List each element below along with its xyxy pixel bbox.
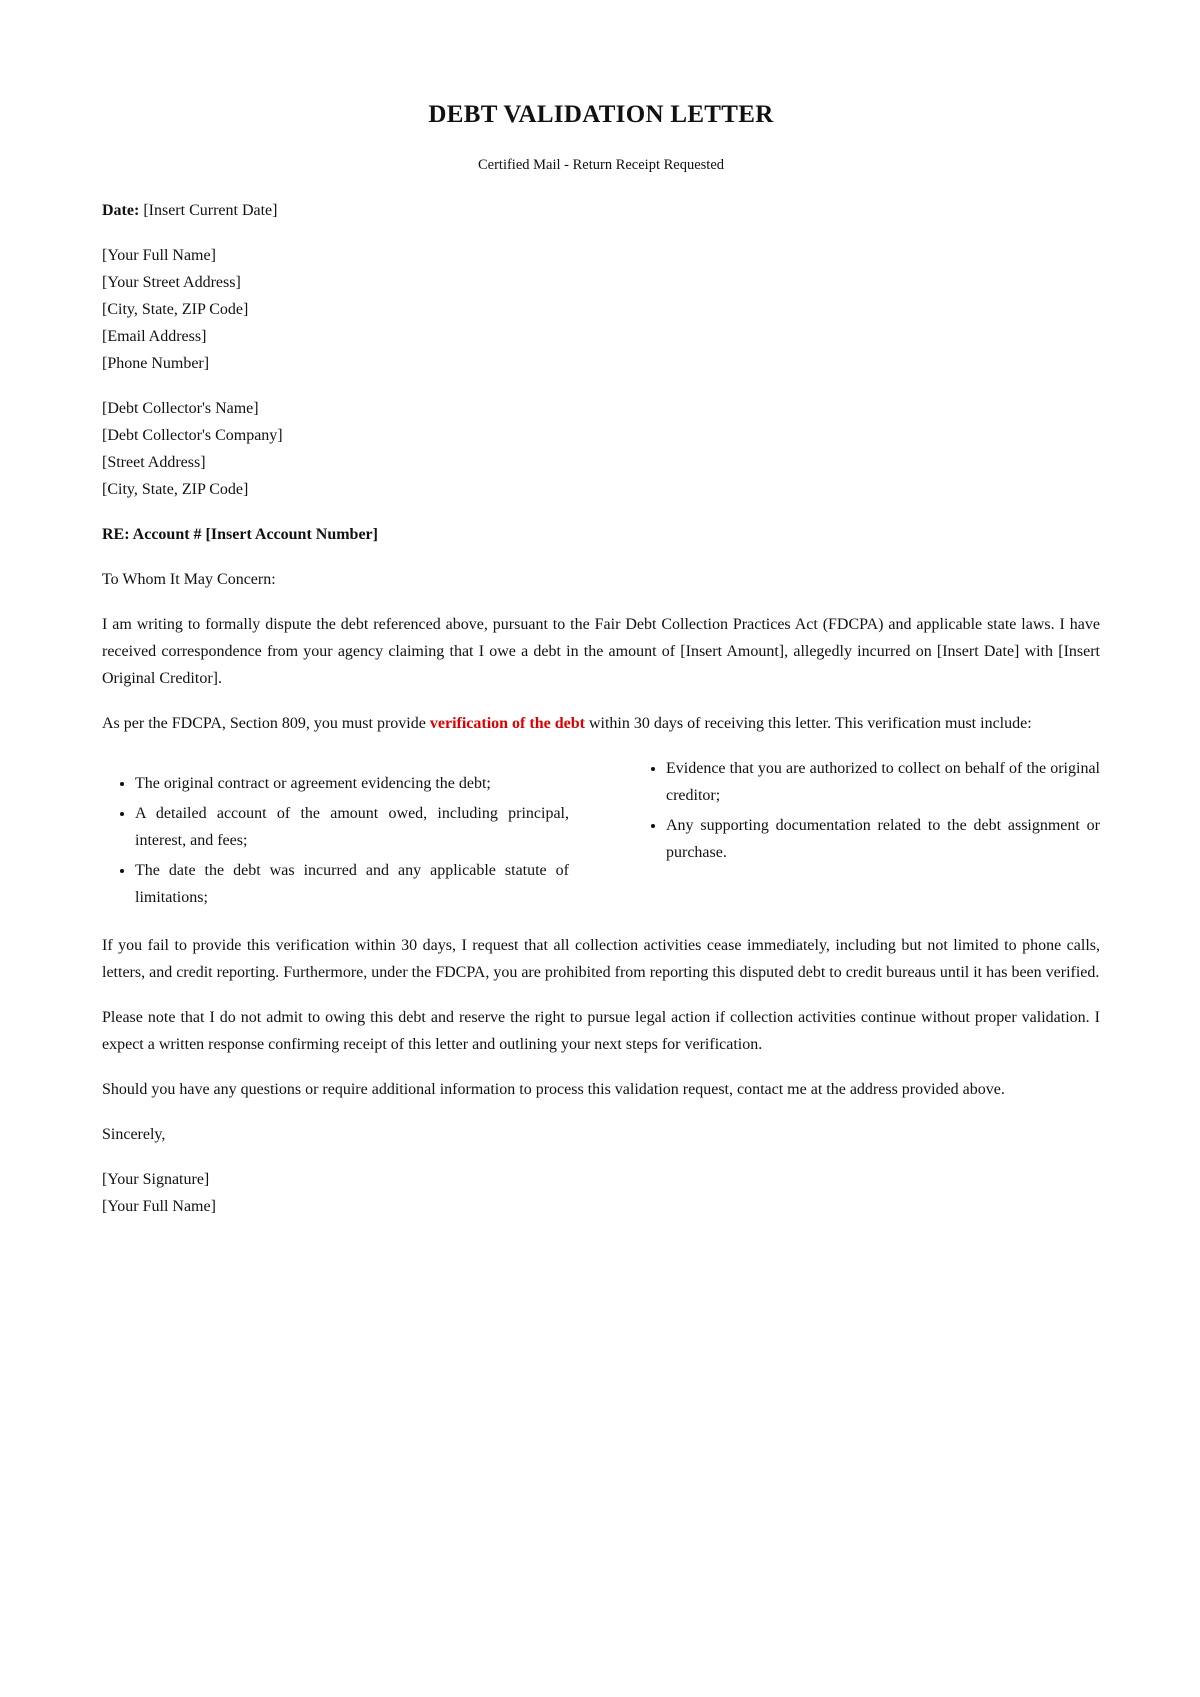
signature-name: [Your Full Name] bbox=[102, 1198, 216, 1215]
sender-address-block bbox=[102, 242, 1100, 377]
paragraph-no-admission: Please note that I do not admit to owing this debt and reserve the right to pursue legal action if collection activities continue without proper validation. I expect a written response confirming receipt of this letter and outlining your next steps for verification. bbox=[102, 1009, 1100, 1053]
signature-placeholder: [Your Signature] bbox=[102, 1171, 210, 1188]
bullet-list-right bbox=[633, 755, 1100, 866]
paragraph-verification-before: As per the FDCPA, Section 809, you must provide bbox=[102, 715, 430, 732]
paragraph-dispute: I am writing to formally dispute the debt referenced above, pursuant to the Fair Debt Collection Practices Act (FDCPA) and applicable state laws. I have received correspondence from your agency claiming that I owe a debt in the amount of [Insert Amount], allegedly incurred on [Insert Date] with [Insert Original Creditor]. bbox=[102, 616, 1100, 687]
paragraph-verification-request bbox=[102, 710, 1100, 737]
recipient-address-line: [City, State, ZIP Code] bbox=[102, 481, 249, 498]
recipient-address-block bbox=[102, 395, 1100, 503]
date-value: [Insert Current Date] bbox=[143, 202, 278, 219]
paragraph-cease-collection: If you fail to provide this verification within 30 days, I request that all collection activities cease immediately, including but not limited to phone calls, letters, and credit reporting. Furthermore, under the FDCPA, you are prohibited from reporting this disputed debt to credit bureaus until it has been verified. bbox=[102, 937, 1100, 981]
sender-address-line: [Your Full Name] bbox=[102, 247, 216, 264]
sender-address-line: [Phone Number] bbox=[102, 355, 210, 372]
bullet-item: • The original contract or agreement evidencing the debt; bbox=[135, 770, 569, 797]
bullet-item: • Evidence that you are authorized to collect on behalf of the original creditor; bbox=[666, 755, 1100, 809]
verification-highlight: verification of the debt bbox=[429, 715, 585, 732]
sender-address-line: [Your Street Address] bbox=[102, 274, 241, 291]
signature-block bbox=[102, 1166, 1100, 1220]
recipient-address-line: [Debt Collector's Name] bbox=[102, 400, 259, 417]
paragraph-contact: Should you have any questions or require additional information to process this validation request, contact me at the address provided above. bbox=[102, 1081, 1005, 1098]
salutation: To Whom It May Concern: bbox=[102, 571, 276, 588]
bullet-item: • The date the debt was incurred and any applicable statute of limitations; bbox=[135, 857, 569, 911]
valediction: Sincerely, bbox=[102, 1126, 166, 1143]
bullet-item: • A detailed account of the amount owed, including principal, interest, and fees; bbox=[135, 800, 569, 854]
re-subject-line: RE: Account # [Insert Account Number] bbox=[102, 526, 378, 543]
sender-address-line: [City, State, ZIP Code] bbox=[102, 301, 249, 318]
verification-items-left-column bbox=[102, 770, 569, 914]
verification-items-columns bbox=[102, 755, 1100, 914]
letter-title: DEBT VALIDATION LETTER bbox=[428, 101, 774, 128]
paragraph-verification-after: within 30 days of receiving this letter. This verification must include: bbox=[584, 715, 1032, 732]
bullet-item: • Any supporting documentation related to the debt assignment or purchase. bbox=[666, 812, 1100, 866]
bullet-list-left bbox=[102, 770, 569, 911]
letter-subtitle: Certified Mail - Return Receipt Requested bbox=[477, 157, 725, 173]
recipient-address-line: [Street Address] bbox=[102, 454, 206, 471]
recipient-address-line: [Debt Collector's Company] bbox=[102, 427, 283, 444]
date-label: Date: bbox=[102, 202, 140, 219]
date-line bbox=[102, 197, 1100, 224]
sender-address-line: [Email Address] bbox=[102, 328, 207, 345]
verification-items-right-column bbox=[633, 755, 1100, 914]
